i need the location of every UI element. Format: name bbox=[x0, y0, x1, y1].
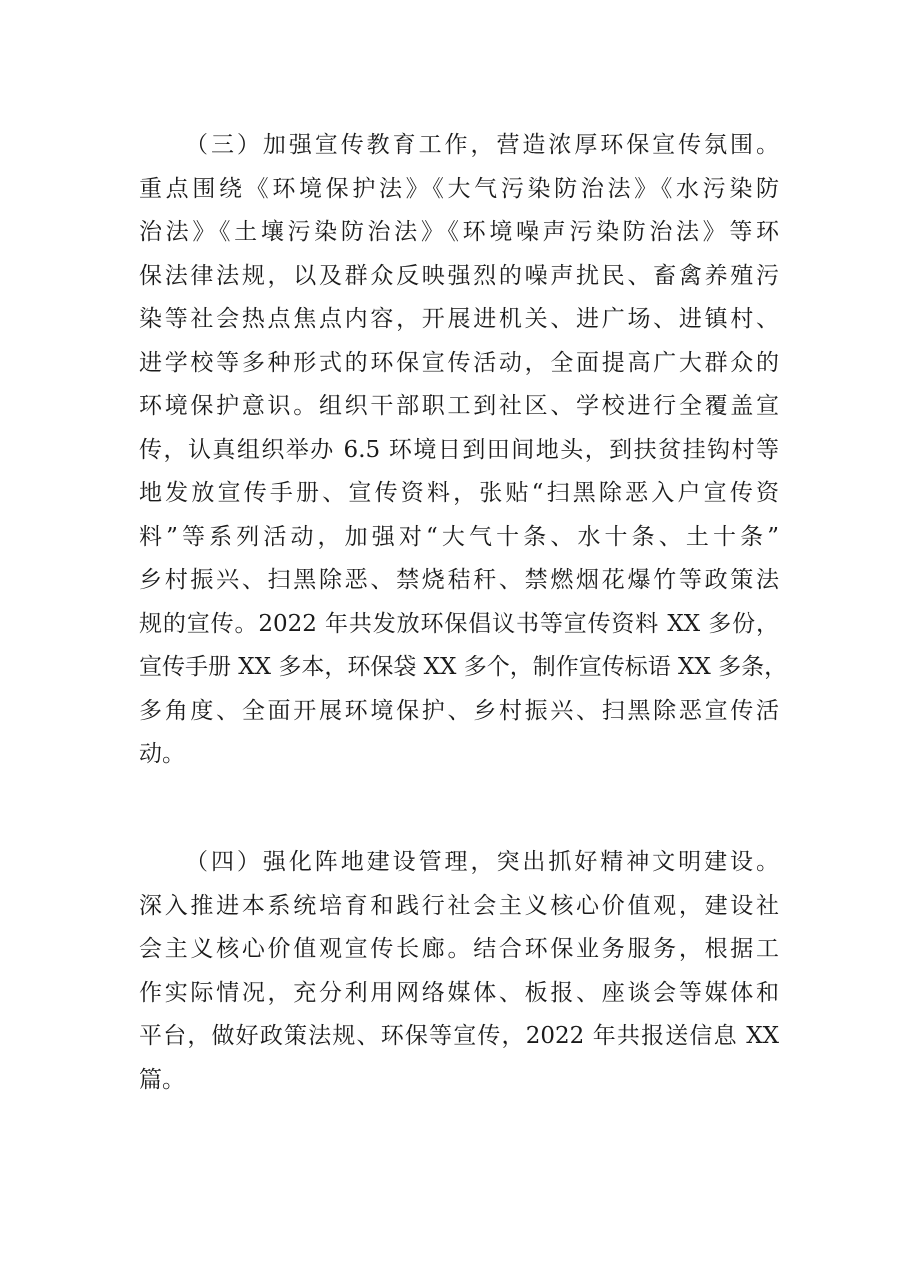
paragraph-line: 深入推进本系统培育和践行社会主义核心价值观，建设社 bbox=[139, 892, 779, 919]
paragraph-publicity-education bbox=[139, 124, 788, 777]
paragraph-line: 重点围绕《环境保护法》《大气污染防治法》《水污染防 bbox=[139, 175, 779, 202]
paragraph-line: 进学校等多种形式的环保宣传活动，全面提高广大群众的 bbox=[139, 349, 779, 376]
paragraph-line: 篇。 bbox=[139, 1066, 185, 1093]
paragraph-line: 传，认真组织举办 6.5 环境日到田间地头，到扶贫挂钩村等 bbox=[139, 436, 779, 463]
paragraph-line: 作实际情况，充分利用网络媒体、板报、座谈会等媒体和 bbox=[139, 979, 779, 1006]
paragraph-line: 动。 bbox=[139, 741, 185, 767]
paragraph-line: 规的宣传。2022 年共发放环保倡议书等宣传资料 XX 多份， bbox=[139, 610, 779, 637]
paragraph-line: 地发放宣传手册、宣传资料，张贴“扫黑除恶入户宣传资 bbox=[139, 480, 779, 506]
paragraph-line: 染等社会热点焦点内容，开展进机关、进广场、进镇村、 bbox=[139, 306, 779, 332]
paragraph-line: 多角度、全面开展环境保护、乡村振兴、扫黑除恶宣传活 bbox=[139, 697, 779, 724]
paragraph-line: 平台，做好政策法规、环保等宣传，2022 年共报送信息 XX bbox=[139, 1023, 779, 1049]
paragraph-line: （三）加强宣传教育工作，营造浓厚环保宣传氛围。 bbox=[185, 132, 779, 158]
paragraph-line: 乡村振兴、扫黑除恶、禁烧秸秆、禁燃烟花爆竹等政策法 bbox=[139, 567, 779, 593]
paragraph-line: （四）强化阵地建设管理，突出抓好精神文明建设。 bbox=[185, 849, 779, 875]
paragraph-line: 会主义核心价值观宣传长廊。结合环保业务服务，根据工 bbox=[139, 936, 779, 962]
paragraph-position-building bbox=[139, 841, 779, 1102]
paragraph-line: 宣传手册 XX 多本，环保袋 XX 多个，制作宣传标语 XX 多条， bbox=[139, 654, 788, 680]
paragraph-line: 治法》《土壤污染防治法》《环境噪声污染防治法》等环 bbox=[139, 219, 779, 245]
paragraph-line: 环境保护意识。组织干部职工到社区、学校进行全覆盖宣 bbox=[139, 393, 779, 419]
paragraph-line: 保法律法规，以及群众反映强烈的噪声扰民、畜禽养殖污 bbox=[139, 262, 779, 289]
paragraph-line: 料”等系列活动，加强对“大气十条、水十条、土十条” bbox=[139, 523, 779, 550]
